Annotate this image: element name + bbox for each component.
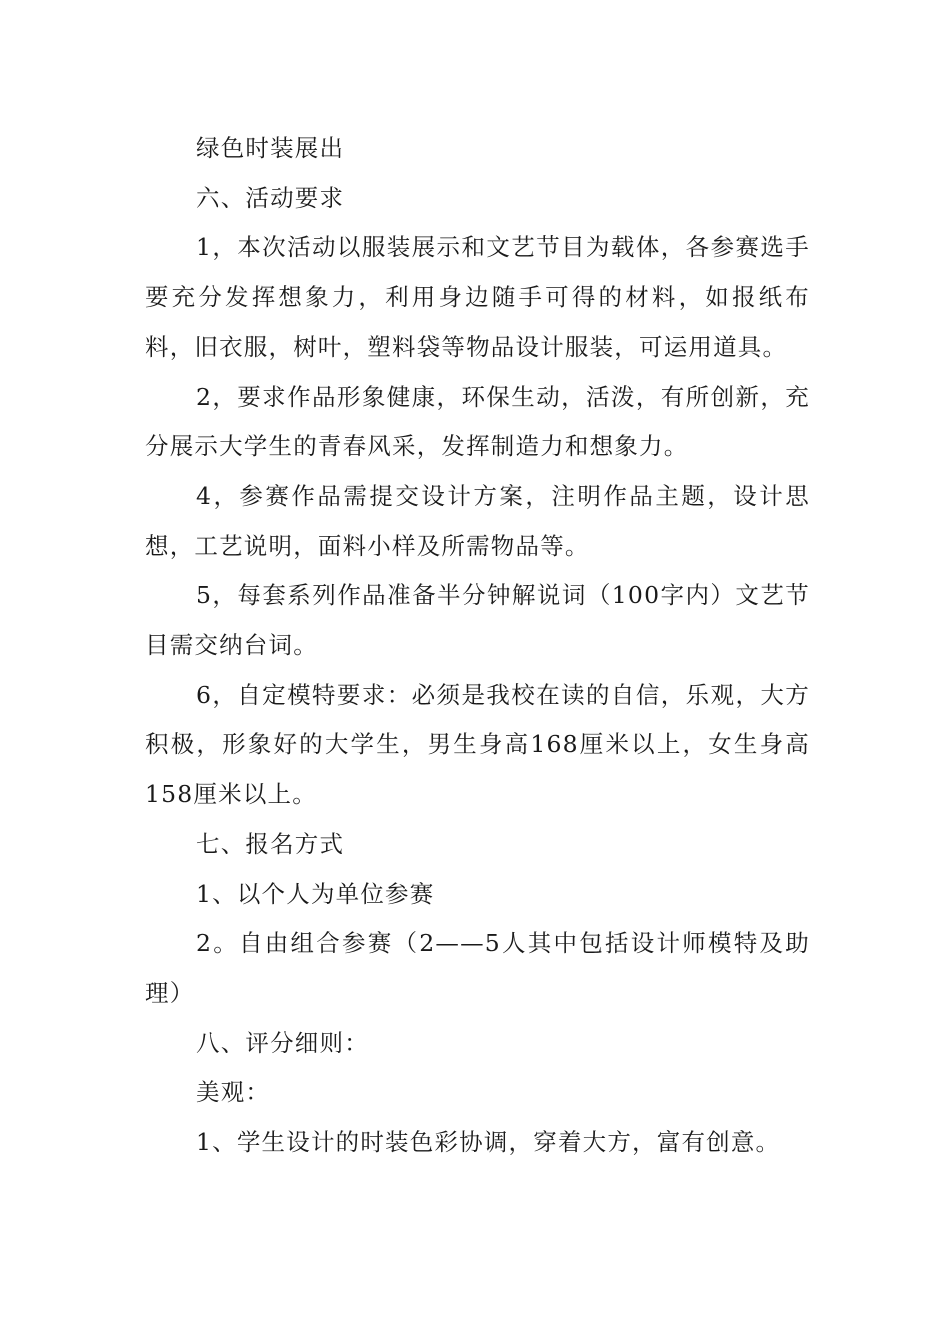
subheading-aesthetics: 美观： [196, 1078, 271, 1107]
paragraph-requirement-4: 4，参赛作品需提交设计方案，注明作品主题，设计思想，工艺说明，面料小样及所需物品等。 [145, 481, 810, 560]
paragraph-registration-1: 1、以个人为单位参赛 [196, 879, 435, 908]
paragraph-registration-2: 2。自由组合参赛（2——5人其中包括设计师模特及助理） [145, 929, 810, 1007]
paragraph-requirement-6: 6，自定模特要求：必须是我校在读的自信，乐观，大方积极，形象好的大学生，男生身高168厘米以上，女生身高158厘米以上。 [145, 680, 810, 809]
paragraph-requirement-2: 2，要求作品形象健康，环保生动，活泼，有所创新，充分展示大学生的青春风采，发挥制造力和想象力。 [145, 382, 810, 461]
paragraph-requirement-5: 5，每套系列作品准备半分钟解说词（100字内）文艺节目需交纳台词。 [145, 581, 810, 660]
section-heading-scoring: 八、评分细则： [196, 1028, 369, 1057]
section-heading-registration: 七、报名方式 [196, 829, 345, 858]
paragraph-requirement-1: 1，本次活动以服装展示和文艺节目为载体，各参赛选手要充分发挥想象力，利用身边随手可得的材料，如报纸布料，旧衣服，树叶，塑料袋等物品设计服装，可运用道具。 [145, 233, 810, 361]
paragraph-aesthetics-1: 1、学生设计的时装色彩协调，穿着大方，富有创意。 [196, 1128, 781, 1157]
paragraph-green-fashion-show: 绿色时装展出 [196, 134, 345, 162]
section-heading-activity-requirements: 六、活动要求 [196, 183, 345, 212]
document-body [145, 124, 810, 1168]
